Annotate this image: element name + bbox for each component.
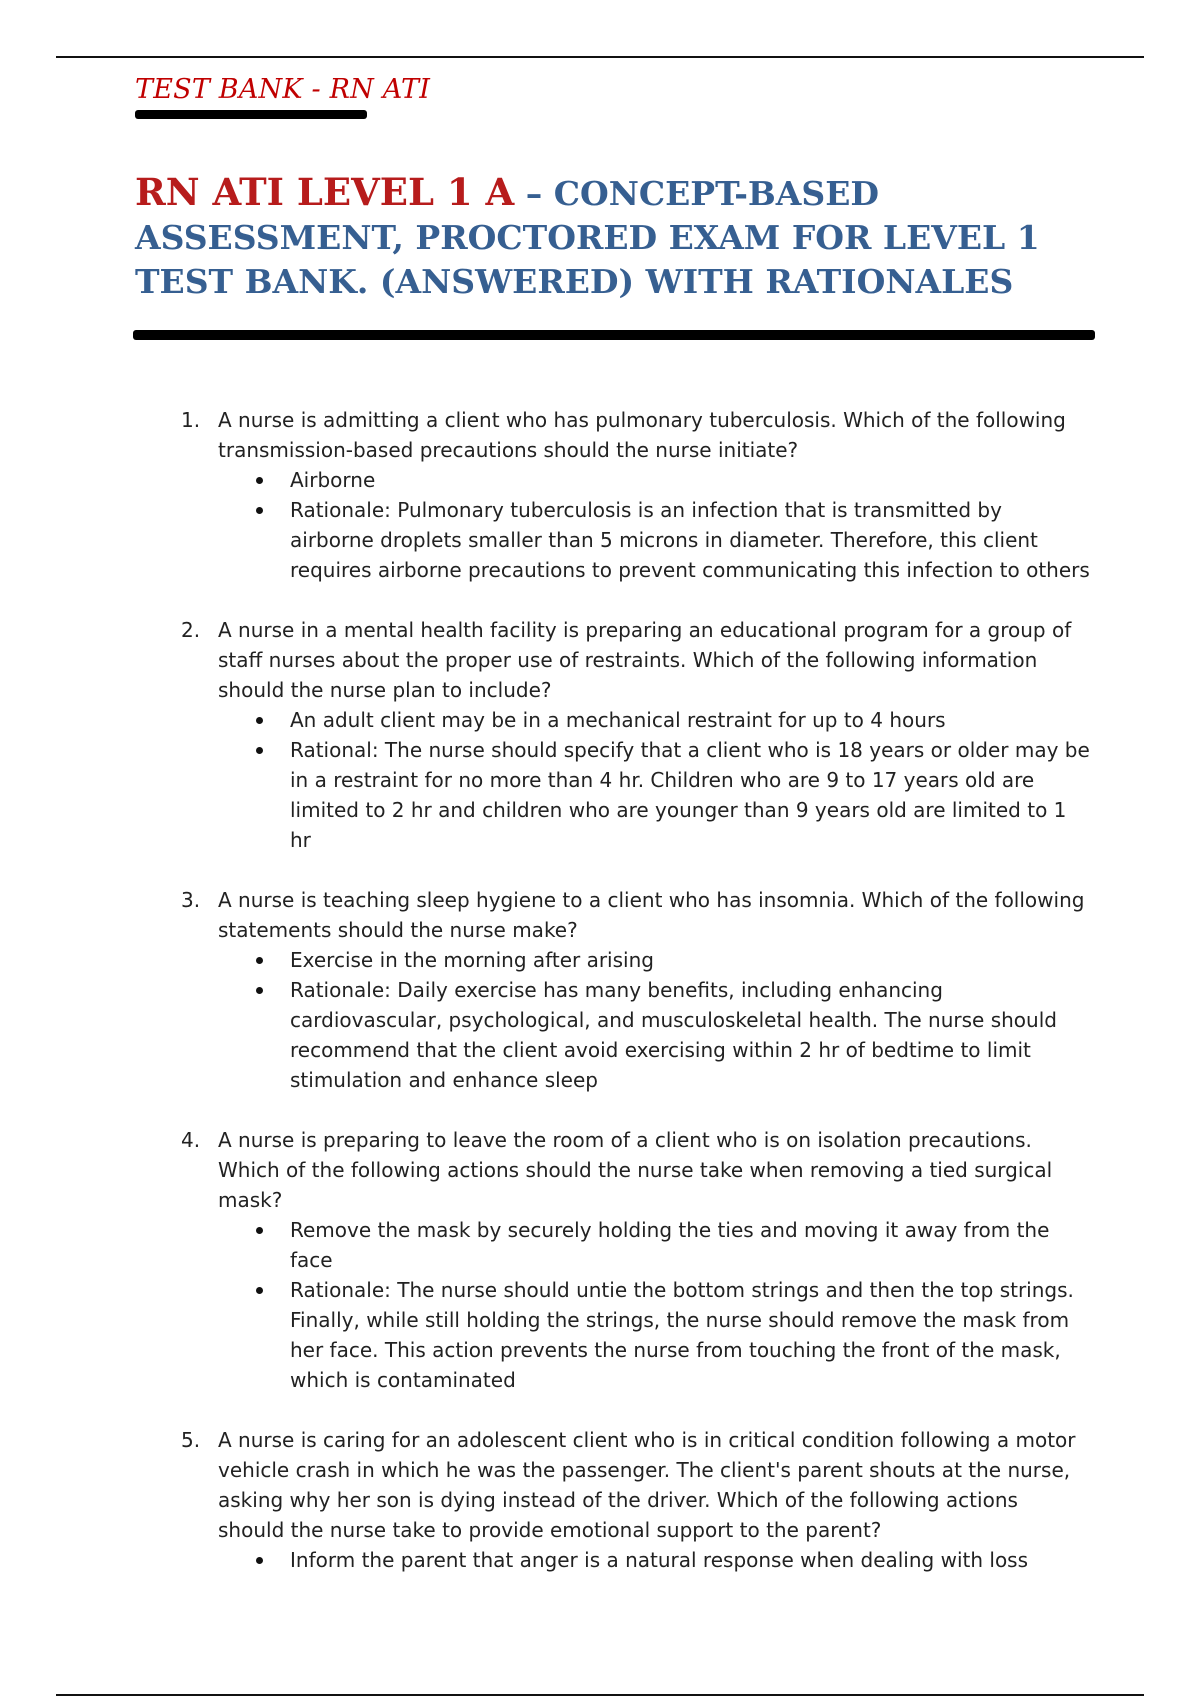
question-item — [0, 615, 1200, 855]
rationale-item — [290, 975, 1090, 1095]
answer-list — [218, 465, 1090, 585]
title-bar — [133, 330, 1095, 340]
answer-item — [290, 705, 1090, 735]
bullet-icon — [256, 717, 263, 724]
bullet-icon — [256, 987, 263, 994]
bullet-icon — [256, 477, 263, 484]
bottom-rule — [56, 1694, 1144, 1696]
answer-item — [290, 1545, 1090, 1575]
rationale-item — [290, 735, 1090, 855]
question-text: A nurse is admitting a client who has pulmonary tuberculosis. Which of the following transmission-based precautions should the nurse initiate? — [218, 408, 1066, 462]
answer-text: Inform the parent that anger is a natural response when dealing with loss — [290, 1548, 1029, 1572]
rationale-item — [290, 1275, 1090, 1395]
bullet-icon — [256, 1557, 263, 1564]
answer-text: An adult client may be in a mechanical restraint for up to 4 hours — [290, 708, 946, 732]
bullet-icon — [256, 957, 263, 964]
bullet-icon — [256, 1227, 263, 1234]
header-tag: TEST BANK - RN ATI — [135, 74, 431, 105]
question-item — [0, 885, 1200, 1095]
question-text: A nurse in a mental health facility is preparing an educational program for a group of staff nurses about the proper use of restraints. Which of the following information should the nurse plan to include? — [218, 618, 1072, 702]
question-number: 4. — [181, 1128, 201, 1152]
rationale-item — [290, 495, 1090, 585]
answer-list — [218, 705, 1090, 855]
answer-list — [218, 945, 1090, 1095]
question-number: 5. — [181, 1428, 201, 1452]
answer-list — [218, 1545, 1090, 1575]
question-list — [0, 405, 1200, 1605]
answer-list — [218, 1215, 1090, 1395]
rationale-text: Rationale: Pulmonary tuberculosis is an infection that is transmitted by airborne droplets smaller than 5 microns in diameter. Therefore, this client requires airborne precautions to prevent communicating this infection to others — [290, 498, 1090, 582]
answer-item — [290, 465, 1090, 495]
bullet-icon — [256, 747, 263, 754]
bullet-icon — [256, 1287, 263, 1294]
question-item — [0, 1125, 1200, 1395]
question-number: 2. — [181, 618, 201, 642]
question-text: A nurse is caring for an adolescent client who is in critical condition following a motor vehicle crash in which he was the passenger. The client's parent shouts at the nurse, asking why her son is dying instead of the driver. Which of the following actions should the nurse take to provide emotional support to the parent? — [218, 1428, 1076, 1542]
question-text: A nurse is preparing to leave the room of a client who is on isolation precautions. Which of the following actions should the nurse take when removing a tied surgical mask? — [218, 1128, 1053, 1212]
question-item — [0, 1425, 1200, 1575]
answer-text: Remove the mask by securely holding the ties and moving it away from the face — [290, 1218, 1050, 1272]
answer-text: Exercise in the morning after arising — [290, 948, 654, 972]
header-underline — [135, 110, 367, 119]
question-number: 3. — [181, 888, 201, 912]
rationale-text: Rationale: Daily exercise has many benefits, including enhancing cardiovascular, psychological, and musculoskeletal health. The nurse should recommend that the client avoid exercising within 2 hr of bedtime to limit stimulation and enhance sleep — [290, 978, 1057, 1092]
answer-item — [290, 1215, 1090, 1275]
rationale-text: Rationale: The nurse should untie the bottom strings and then the top strings. Finally, while still holding the strings, the nurse should remove the mask from her face. This action prevents the nurse from touching the front of the mask, which is contaminated — [290, 1278, 1074, 1392]
question-item — [0, 405, 1200, 585]
document-title — [135, 170, 1115, 304]
answer-text: Airborne — [290, 468, 376, 492]
title-red-part: RN ATI LEVEL 1 A — [135, 170, 515, 214]
bullet-icon — [256, 507, 263, 514]
top-rule — [56, 56, 1144, 58]
answer-item — [290, 945, 1090, 975]
question-text: A nurse is teaching sleep hygiene to a client who has insomnia. Which of the following statements should the nurse make? — [218, 888, 1085, 942]
question-number: 1. — [181, 408, 201, 432]
title-blue-part: – CONCEPT-BASED ASSESSMENT, PROCTORED EXAM FOR LEVEL 1 TEST BANK. (ANSWERED) WITH RATIONALES — [135, 174, 1040, 301]
rationale-text: Rational: The nurse should specify that a client who is 18 years or older may be in a restraint for no more than 4 hr. Children who are 9 to 17 years old are limited to 2 hr and children who are younger than 9 years old are limited to 1 hr — [290, 738, 1090, 852]
